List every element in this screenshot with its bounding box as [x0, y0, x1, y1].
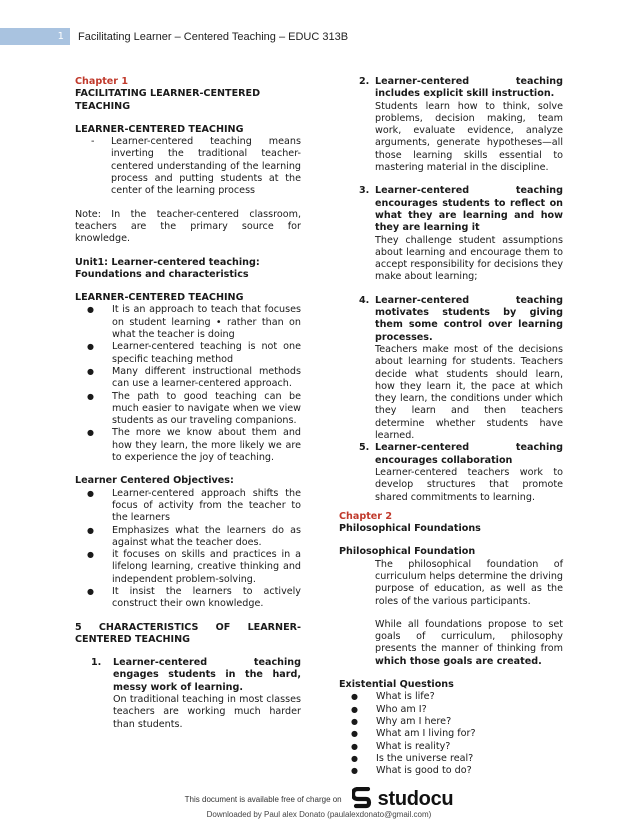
dash-item: - Learner-centered teaching means inverting the traditional teacher-centered understanding of the learning process and putting students at the center of the learning process: [91, 136, 301, 197]
studocu-brand: studocu: [377, 787, 454, 810]
studocu-logo[interactable]: [352, 787, 454, 811]
five-characteristics-heading: 5 CHARACTERISTICS OF LEARNER-CENTERED TEACHING: [75, 621, 301, 645]
list-item: ● It insist the learners to actively construct their own knowledge.: [87, 585, 301, 610]
objectives-heading: Learner Centered Objectives:: [75, 475, 234, 487]
list-item: ● Who am I?: [351, 703, 427, 715]
note-text: Note: In the teacher-centered classroom, teachers are the primary source for knowledge.: [75, 208, 301, 245]
pf-heading: Philosophical Foundation: [339, 546, 476, 558]
list-item: 5. Learner-centered teaching encourages collaboration Learner-centered teachers work to develop structures that promote shared commitments to learning.: [359, 442, 563, 503]
section-heading-2: LEARNER-CENTERED TEACHING: [75, 292, 244, 304]
list-item: 1. Learner-centered teaching engages students in the hard, messy work of learning. On traditional teaching in most classes teachers are working much harder than students.: [91, 657, 301, 730]
list-item: ● it focuses on skills and practices in a lifelong learning, creative thinking and independent problem-solving.: [87, 549, 301, 585]
pf-paragraph-1: The philosophical foundation of curriculum helps determine the driving purpose of education, as well as the roles of the various participants.: [375, 558, 563, 607]
list-item: ● What is life?: [351, 691, 435, 703]
existential-questions-list: [339, 691, 563, 777]
section-heading: LEARNER-CENTERED TEACHING: [75, 123, 244, 135]
left-column: [75, 76, 301, 731]
list-item: ● Why am I here?: [351, 715, 452, 727]
list-item: ● Learner-centered teaching is not one specific teaching method: [87, 341, 301, 365]
list-item: ● Is the universe real?: [351, 752, 474, 764]
lct-bullet-list: [75, 304, 301, 464]
objectives-list: [75, 488, 301, 611]
page-number: 1: [0, 28, 70, 45]
downloaded-by: Downloaded by Paul alex Donato (paulalexdonato@gmail.com): [206, 810, 432, 819]
list-item: ● Emphasizes what the learners do as against what the teacher does.: [87, 524, 301, 548]
header-title: Facilitating Learner – Centered Teaching – EDUC 313B: [78, 30, 349, 43]
chapter-label: Chapter 1: [75, 76, 129, 87]
characteristics-list: [75, 657, 301, 731]
list-item: ● What is reality?: [351, 740, 451, 752]
unit-heading: Unit1: Learner-centered teaching: Foundations and characteristics: [75, 256, 260, 280]
right-column: [339, 76, 563, 777]
studocu-logo-icon: [352, 787, 374, 811]
page-header: [0, 28, 390, 45]
existential-heading: Existential Questions: [339, 679, 454, 691]
list-item: ● What am I living for?: [351, 728, 476, 740]
pf-paragraph-2: While all foundations propose to set goals of curriculum, philosophy presents the manner of thinking from which those goals are created.: [375, 618, 563, 667]
availability-text: This document is available free of charge on: [184, 794, 342, 804]
footer-availability: [0, 787, 638, 811]
list-item: ● Many different instructional methods can use a learner-centered approach.: [87, 365, 301, 390]
chapter2-title: Philosophical Foundations: [339, 523, 481, 535]
list-item: 2. Learner-centered teaching includes explicit skill instruction. Students learn how to think, solve problems, decision making, team work, evaluate evidence, analyze arguments, generate hypotheses—all those learning skills essential to mastering material in the discipline.: [359, 76, 563, 174]
list-item: ● What is good to do?: [351, 765, 472, 777]
list-item: ● The more we know about them and how they learn, the more likely we are to experience the joy of teaching.: [87, 427, 301, 464]
chapter-title: FACILITATING LEARNER-CENTERED TEACHING: [75, 88, 261, 112]
characteristics-list-continued: [339, 76, 563, 504]
list-item: 4. Learner-centered teaching motivates students by giving them some control over learning processes. Teachers make most of the decisions about learning for students. Teachers decide what students should learn, how they learn it, the pace at which they learn, the conditions under which they learn and then teachers determine whether students have learned.: [359, 294, 563, 442]
chapter2-label: Chapter 2: [339, 510, 393, 522]
list-item: ● It is an approach to teach that focuses on student learning • rather than on what the teacher is doing: [87, 304, 301, 341]
list-item: ● The path to good teaching can be much easier to navigate when we view students as our traveling companions.: [87, 390, 301, 427]
list-item: 3. Learner-centered teaching encourages students to reflect on what they are learning and how they are learning it They challenge student assumptions about learning and encourage them to accept responsibility for decisions they make about learning;: [359, 185, 563, 283]
list-item: ● Learner-centered approach shifts the focus of activity from the teacher to the learners: [87, 487, 301, 524]
